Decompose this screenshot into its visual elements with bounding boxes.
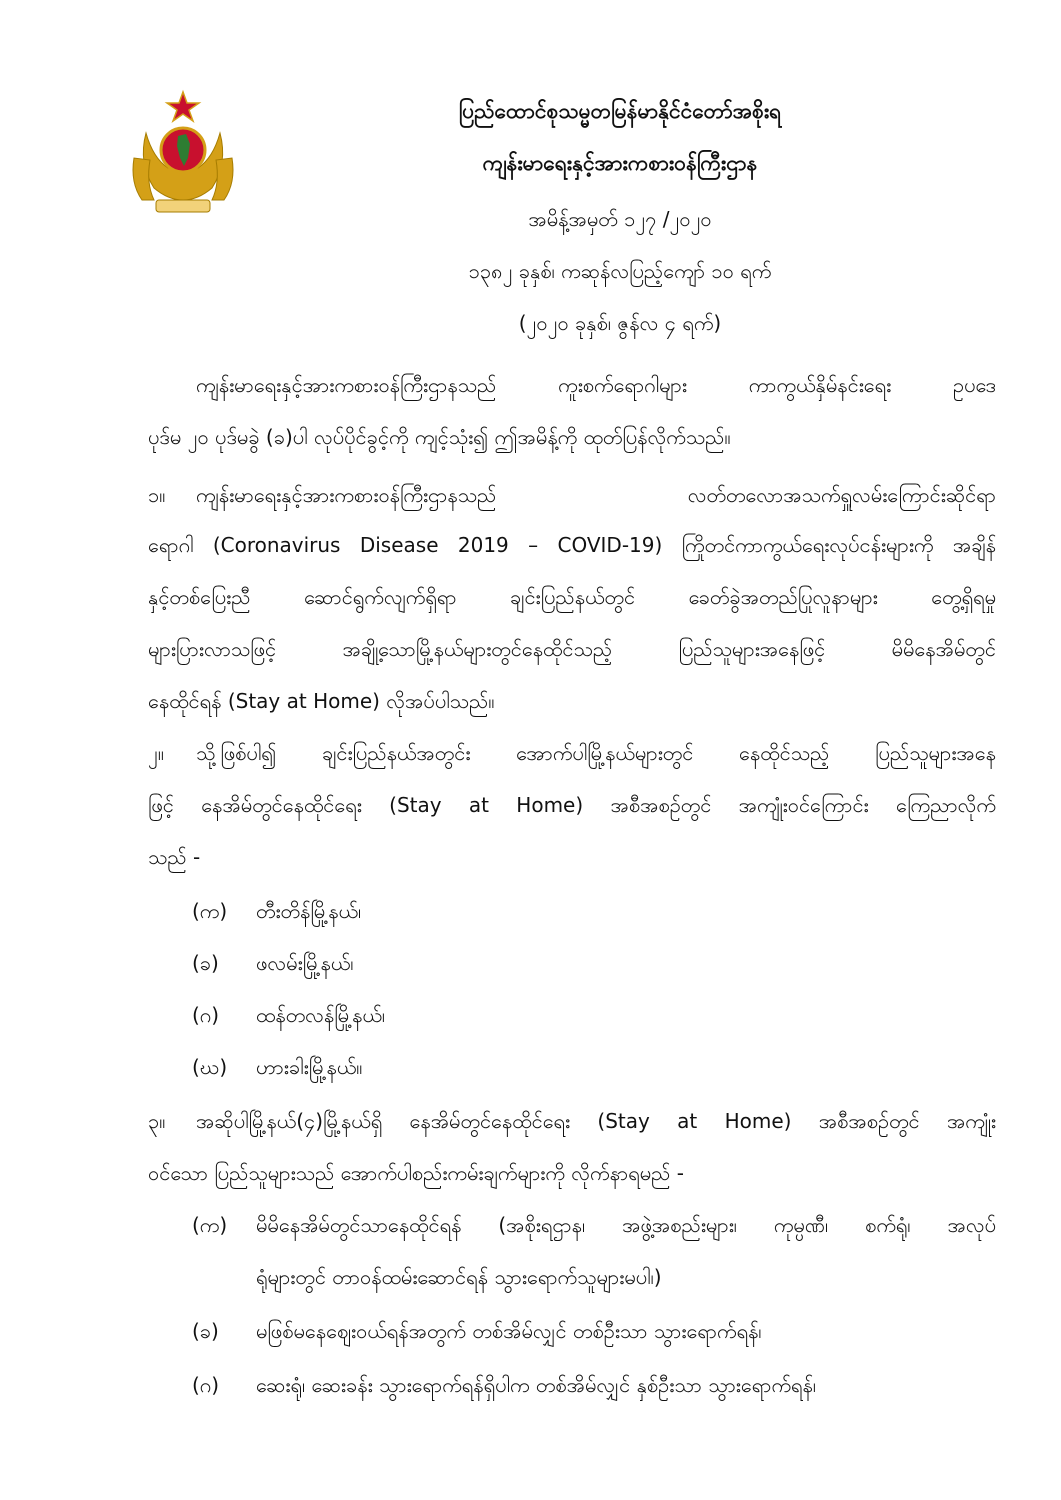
rule-item-label: (ခ) — [192, 1319, 219, 1343]
para-3-line-1: အဆိုပါမြို့နယ်(၄)မြို့နယ်ရှိ နေအိမ်တွင်နေထိုင်ရေး (Stay at Home) အစီအစဉ်တွင် အကျုံး — [196, 1109, 996, 1133]
order-number: အမိန့်အမှတ် ၁၂၇ /၂၀၂၀ — [528, 207, 712, 231]
state-seal-emblem — [128, 88, 238, 218]
rule-item-text: မိမိနေအိမ်တွင်သာနေထိုင်ရန် (အစိုးရဌာန၊ အဖွဲ့အစည်းများ၊ ကုမ္ပဏီ၊ စက်ရုံ၊ အလုပ် — [256, 1213, 996, 1237]
township-item-label: (ဂ) — [192, 1003, 220, 1027]
para-1-line-3: နှင့်တစ်ပြေးညီ ဆောင်ရွက်လျက်ရှိရာ ချင်းပြည်နယ်တွင် ခေတ်ခွဲအတည်ပြုလူနာများ တွေ့ရှိရမှု — [148, 585, 996, 609]
para-1-number: ၁။ — [148, 483, 166, 507]
intro-line-1: ကျန်းမာရေးနှင့်အားကစားဝန်ကြီးဌာနသည် ကူးစက်ရောဂါများ ကာကွယ်နှိမ်နင်းရေး ဥပဒေ — [196, 373, 996, 397]
para-3-line-2: ဝင်သော ပြည်သူများသည် အောက်ပါစည်းကမ်းချက်များကို လိုက်နာရမည် - — [148, 1161, 685, 1185]
para-2-line-3: သည် - — [148, 845, 201, 869]
intro-line-2: ပုဒ်မ ၂၀ ပုဒ်မခွဲ (ခ)ပါ လုပ်ပိုင်ခွင့်ကို ကျင့်သုံး၍ ဤအမိန့်ကို ထုတ်ပြန်လိုက်သည်။ — [148, 425, 731, 449]
township-item-text: တီးတိန်မြို့နယ်၊ — [256, 899, 362, 923]
rule-item-label: (ဂ) — [192, 1373, 220, 1397]
township-item-text: ဟားခါးမြို့နယ်။ — [256, 1055, 363, 1079]
township-item-label: (ဃ) — [192, 1055, 228, 1079]
ministry-title: ကျန်းမာရေးနှင့်အားကစားဝန်ကြီးဌာန — [482, 151, 758, 175]
township-item-text: ဖလမ်းမြို့နယ်၊ — [256, 951, 354, 975]
para-1-line-1: ကျန်းမာရေးနှင့်အားကစားဝန်ကြီးဌာနသည် လတ်တလောအသက်ရှူလမ်းကြောင်းဆိုင်ရာ — [196, 483, 996, 507]
township-item-label: (ခ) — [192, 951, 219, 975]
para-3-number: ၃။ — [148, 1109, 166, 1133]
rule-item-text-continued: ရုံများတွင် တာဝန်ထမ်းဆောင်ရန် သွားရောက်သူများမပါ၊) — [256, 1265, 662, 1289]
para-2-line-1: သို့ဖြစ်ပါ၍ ချင်းပြည်နယ်အတွင်း အောက်ပါမြို့နယ်များတွင် နေထိုင်သည့် ပြည်သူများအနေ — [196, 741, 996, 765]
township-item-text: ထန်တလန်မြို့နယ်၊ — [256, 1003, 386, 1027]
township-item-label: (က) — [192, 899, 228, 923]
para-1-line-2: ရောဂါ (Coronavirus Disease 2019 – COVID-19) ကြိုတင်ကာကွယ်ရေးလုပ်ငန်းများကို အချိန် — [148, 533, 996, 557]
gregorian-date: (၂၀၂၀ ခုနှစ်၊ ဇွန်လ ၄ ရက်) — [518, 311, 722, 335]
seal-scroll — [156, 200, 210, 212]
para-2-line-2: ဖြင့် နေအိမ်တွင်နေထိုင်ရေး (Stay at Home) အစီအစဉ်တွင် အကျုံးဝင်ကြောင်း ကြေညာလိုက် — [148, 793, 996, 817]
rule-item-text: မဖြစ်မနေဈေးဝယ်ရန်အတွက် တစ်အိမ်လျှင် တစ်ဦးသာ သွားရောက်ရန်၊ — [256, 1319, 762, 1343]
myanmar-date: ၁၃၈၂ ခုနှစ်၊ ကဆုန်လပြည့်ကျော် ၁၀ ရက် — [468, 259, 772, 283]
para-1-line-5: နေထိုင်ရန် (Stay at Home) လိုအပ်ပါသည်။ — [148, 689, 495, 713]
rule-item-text: ဆေးရုံ၊ ဆေးခန်း သွားရောက်ရန်ရှိပါက တစ်အိမ်လျှင် နှစ်ဦးသာ သွားရောက်ရန်၊ — [256, 1373, 817, 1397]
rule-item-label: (က) — [192, 1213, 228, 1237]
para-1-line-4: များပြားလာသဖြင့် အချို့သောမြို့နယ်များတွင်နေထိုင်သည့် ပြည်သူများအနေဖြင့် မိမိနေအိမ်တွင် — [148, 637, 996, 661]
seal-star — [167, 92, 199, 121]
para-2-number: ၂။ — [148, 741, 164, 765]
government-title: ပြည်ထောင်စုသမ္မတမြန်မာနိုင်ငံတော်အစိုးရ — [458, 99, 782, 123]
